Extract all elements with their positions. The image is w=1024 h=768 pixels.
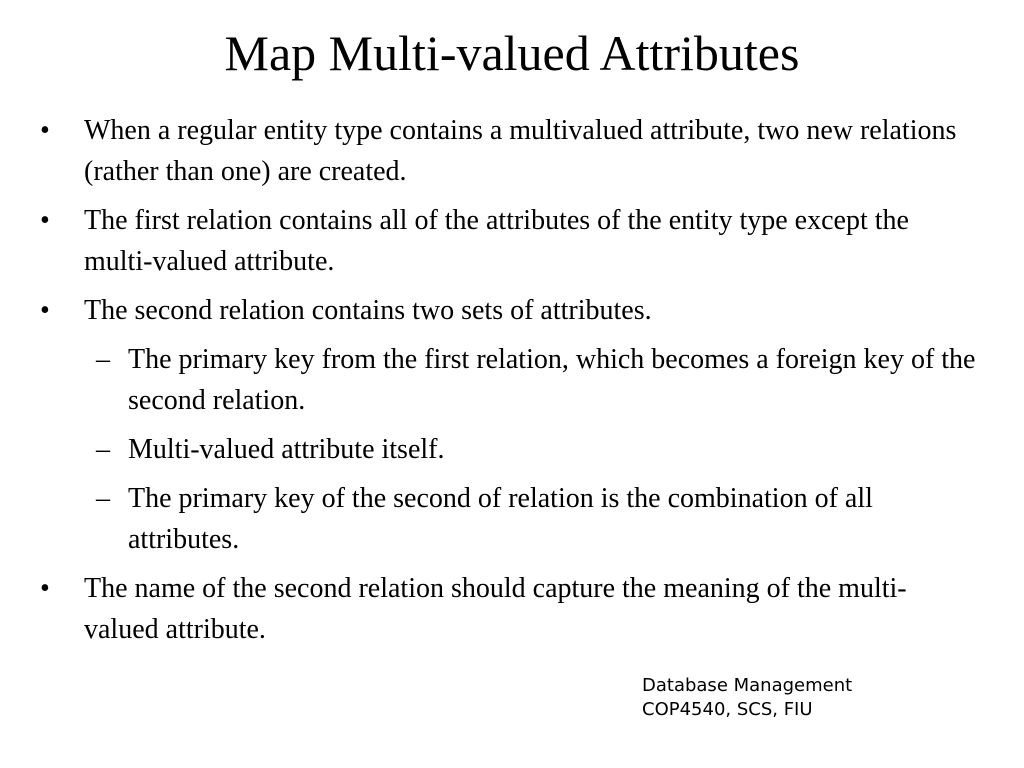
slide-footer [642,674,852,722]
sub-bullet-marker: – [96,483,110,514]
bullet-marker: • [40,573,50,604]
bullet-item [40,110,980,192]
bullet-text: When a regular entity type contains a multivalued attribute, two new relations (rather than one) are created. [84,115,957,187]
sub-bullet-marker: – [96,434,110,465]
bullet-item [40,568,980,650]
slide-title: Map Multi-valued Attributes [224,25,800,81]
bullet-item [40,290,980,331]
footer-course-code: COP4540, SCS, FIU [642,699,813,720]
sub-bullet-marker: – [96,344,110,375]
sub-bullet-text: Multi-valued attribute itself. [128,434,445,465]
footer-course-title: Database Management [642,675,853,696]
bullet-marker: • [40,115,50,146]
sub-bullet-text: The primary key of the second of relation is the combination of all attributes. [128,483,873,555]
bullet-text: The second relation contains two sets of attributes. [84,295,652,326]
bullet-text: The name of the second relation should capture the meaning of the multi-valued attribute. [84,573,907,645]
bullet-marker: • [40,205,50,236]
sub-bullet-text: The primary key from the first relation, which becomes a foreign key of the second relation. [128,344,976,416]
sub-bullet-item [96,478,976,560]
bullet-text: The first relation contains all of the attributes of the entity type except the multi-valued attribute. [84,205,909,277]
sub-bullet-item [96,429,976,470]
sub-bullet-item [96,339,976,421]
bullet-marker: • [40,295,50,326]
bullet-item [40,200,980,282]
